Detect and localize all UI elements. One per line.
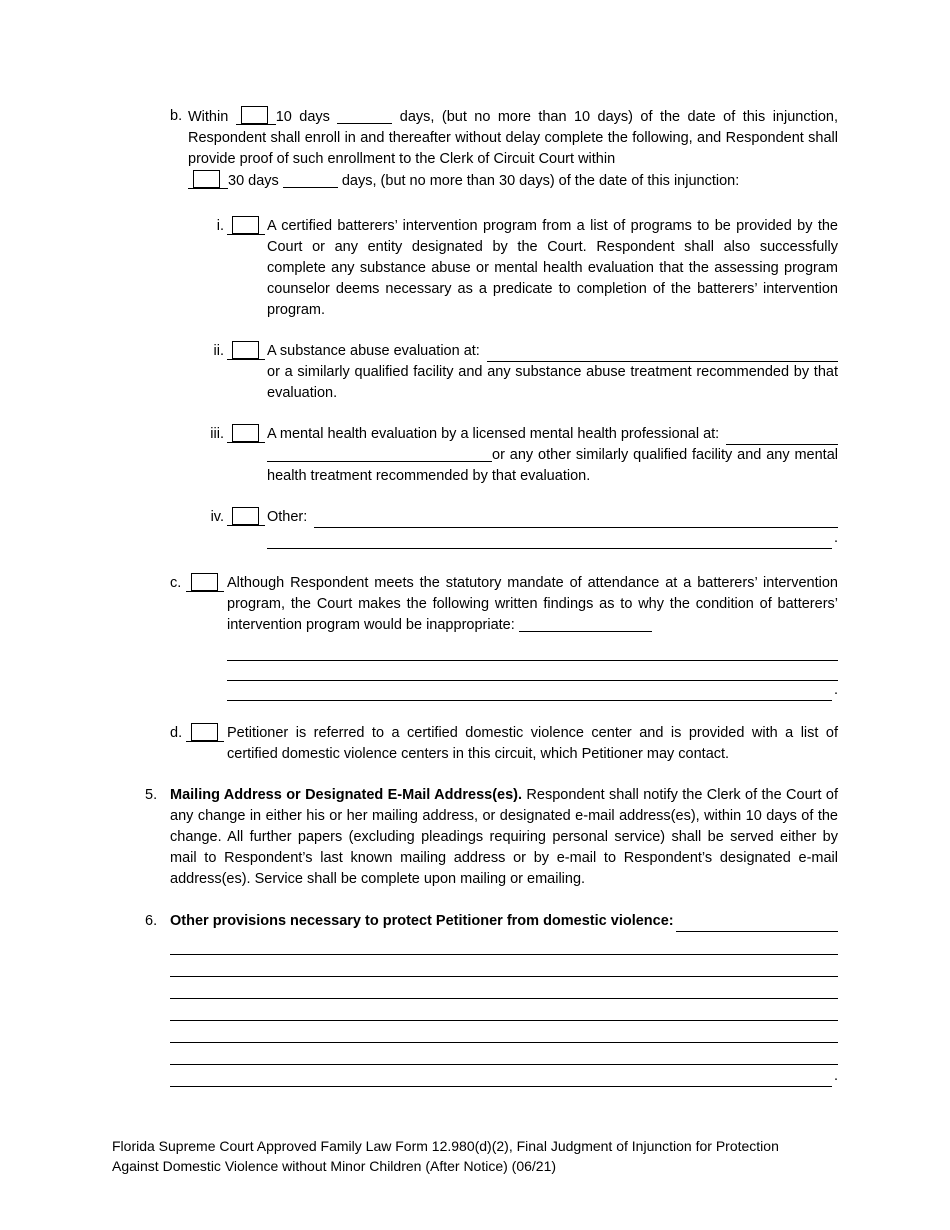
item-5-body <box>170 785 838 890</box>
footer-line-1: Florida Supreme Court Approved Family Law Form 12.980(d)(2), Final Judgment of Injunction for Protection <box>112 1138 779 1154</box>
section-c <box>170 573 838 701</box>
provisions-heading-row <box>170 911 838 932</box>
dv-center-checkbox-line <box>186 723 224 742</box>
section-c-text: Although Respondent meets the statutory mandate of attendance at a batterers’ intervention program, the Court makes the following written findings as to why the condition of batterers’ intervention program would be inappropriate: <box>227 575 838 633</box>
section-b-label: b. <box>170 108 183 124</box>
item-iv-text-before: Other: <box>267 509 308 525</box>
item-iii-body <box>267 424 838 487</box>
provisions-line[interactable] <box>170 999 838 1021</box>
item-iv <box>205 507 838 549</box>
section-b-after-ten: days, (but no more than 10 days) of the date of this injunction, Respondent shall enroll in and thereafter without delay complete the following, and Respondent shall provide proof of such enrollment to the Clerk of Circuit Court within <box>188 109 838 167</box>
thirty-days-label: 30 days <box>228 173 279 189</box>
item-iii-text-after-wrap <box>267 445 838 487</box>
section-d-checkbox-col <box>186 723 227 745</box>
form-footer <box>112 1136 842 1176</box>
substance-abuse-checkbox-line <box>227 341 265 360</box>
item-i <box>205 216 838 321</box>
batterers-program-checkbox-line <box>227 216 265 235</box>
item-5 <box>145 785 838 890</box>
item-5-number: 5. <box>145 787 158 803</box>
mental-health-checkbox[interactable] <box>232 424 259 442</box>
other-row-1 <box>267 507 838 528</box>
days-count-blank-2[interactable] <box>283 172 338 188</box>
findings-checkbox[interactable] <box>191 573 218 591</box>
section-c-paragraph <box>227 573 838 636</box>
item-iii-text-after: or any other similarly qualified facility and any mental health treatment recommended by that evaluation. <box>267 447 838 484</box>
provisions-line-row <box>170 1021 838 1043</box>
item-6 <box>145 911 838 1087</box>
section-d <box>170 723 838 765</box>
other-provision-blank-2[interactable] <box>267 528 832 549</box>
item-6-heading: Other provisions necessary to protect Petitioner from domestic violence: <box>170 913 674 929</box>
findings-line[interactable] <box>227 641 838 661</box>
provisions-line[interactable] <box>170 933 838 955</box>
provisions-line[interactable] <box>170 1021 838 1043</box>
provisions-blank-inline[interactable] <box>676 911 838 932</box>
findings-line[interactable] <box>227 661 838 681</box>
item-ii-text-before: A substance abuse evaluation at: <box>267 343 480 359</box>
item-iv-period: . <box>833 530 838 546</box>
section-c-checkbox-col <box>186 573 227 595</box>
section-d-text: Petitioner is referred to a certified domestic violence center and is provided with a list of certified domestic violence centers in this circuit, which Petitioner may contact. <box>227 725 838 762</box>
findings-lines <box>227 641 838 701</box>
findings-line-row <box>227 641 838 661</box>
item-6-period: . <box>833 1068 838 1084</box>
dv-center-checkbox[interactable] <box>191 723 218 741</box>
item-5-heading: Mailing Address or Designated E-Mail Address(es). <box>170 787 523 803</box>
section-c-label: c. <box>170 575 182 591</box>
item-5-text: Respondent shall notify the Clerk of the Court of any change in either his or her mailing address, or designated e-mail address(es), within 10 days of the change. All further papers (excluding pleadings requiring personal service) shall be served either by mail to Respondent’s last known mailing address or by e-mail to Respondent’s designated e-mail address(es). Service shall be complete upon mailing or emailing. <box>170 787 838 887</box>
findings-line[interactable] <box>227 681 832 701</box>
section-b <box>170 106 838 192</box>
findings-line-row <box>227 661 838 681</box>
item-iv-label: iv. <box>210 509 224 525</box>
item-iii-text-before: A mental health evaluation by a licensed mental health professional at: <box>267 426 720 442</box>
item-iii-checkbox-col <box>224 424 267 446</box>
findings-line-row <box>227 681 838 701</box>
section-b-body <box>188 106 838 192</box>
other-checkbox[interactable] <box>232 507 259 525</box>
findings-checkbox-line <box>186 573 224 592</box>
thirty-days-checkbox-line <box>188 170 228 189</box>
section-b-after-thirty: days, (but no more than 30 days) of the date of this injunction: <box>341 173 740 189</box>
provisions-line-row <box>170 955 838 977</box>
ten-days-checkbox-line <box>236 106 276 125</box>
other-provision-blank-1[interactable] <box>314 507 838 528</box>
batterers-program-checkbox[interactable] <box>232 216 259 234</box>
ten-days-label: 10 days <box>275 109 330 125</box>
item-6-body <box>170 911 838 1087</box>
item-iii-label: iii. <box>210 426 224 442</box>
thirty-days-checkbox[interactable] <box>193 170 220 188</box>
mental-health-facility-row <box>267 424 838 445</box>
mental-health-checkbox-line <box>227 424 265 443</box>
item-ii <box>205 341 838 404</box>
other-row-2 <box>267 528 838 549</box>
provisions-line-row <box>170 933 838 955</box>
mental-health-facility-blank-1[interactable] <box>726 424 838 445</box>
provisions-line[interactable] <box>170 955 838 977</box>
footer-line-2: Against Domestic Violence without Minor Children (After Notice) (06/21) <box>112 1158 557 1174</box>
section-d-label: d. <box>170 725 183 741</box>
item-ii-text-after: or a similarly qualified facility and any substance abuse treatment recommended by that evaluation. <box>267 364 838 401</box>
provisions-line-row <box>170 977 838 999</box>
item-iv-body <box>267 507 838 549</box>
other-checkbox-line <box>227 507 265 526</box>
mental-health-facility-blank-2[interactable] <box>267 446 492 462</box>
provisions-line-row <box>170 1065 838 1087</box>
provisions-line-row <box>170 1043 838 1065</box>
section-b-lead: Within <box>188 109 229 125</box>
item-ii-label: ii. <box>213 343 224 359</box>
provisions-line-row <box>170 999 838 1021</box>
provisions-line[interactable] <box>170 977 838 999</box>
item-ii-checkbox-col <box>224 341 267 363</box>
provisions-lines <box>170 933 838 1087</box>
days-count-blank-1[interactable] <box>337 108 392 124</box>
substance-abuse-checkbox[interactable] <box>232 341 259 359</box>
ten-days-checkbox[interactable] <box>241 106 268 124</box>
provisions-line[interactable] <box>170 1043 838 1065</box>
item-ii-body <box>267 341 838 404</box>
section-c-period: . <box>833 682 838 698</box>
item-iii <box>205 424 838 487</box>
section-c-body <box>227 573 838 701</box>
provisions-line[interactable] <box>170 1065 832 1087</box>
substance-facility-row <box>267 341 838 362</box>
item-6-number: 6. <box>145 913 158 929</box>
item-i-checkbox-col <box>224 216 267 238</box>
item-i-text: A certified batterers’ intervention program from a list of programs to be provided by the Court or any entity designated by the Court. Respondent shall also successfully complete any substance abuse or mental health evaluation that the assessing program counselor deems necessary as a predicate to completion of the batterers’ intervention program. <box>267 218 838 318</box>
findings-blank-inline[interactable] <box>519 616 652 632</box>
item-i-label: i. <box>216 218 224 234</box>
item-iv-checkbox-col <box>224 507 267 529</box>
substance-facility-blank[interactable] <box>487 341 838 362</box>
